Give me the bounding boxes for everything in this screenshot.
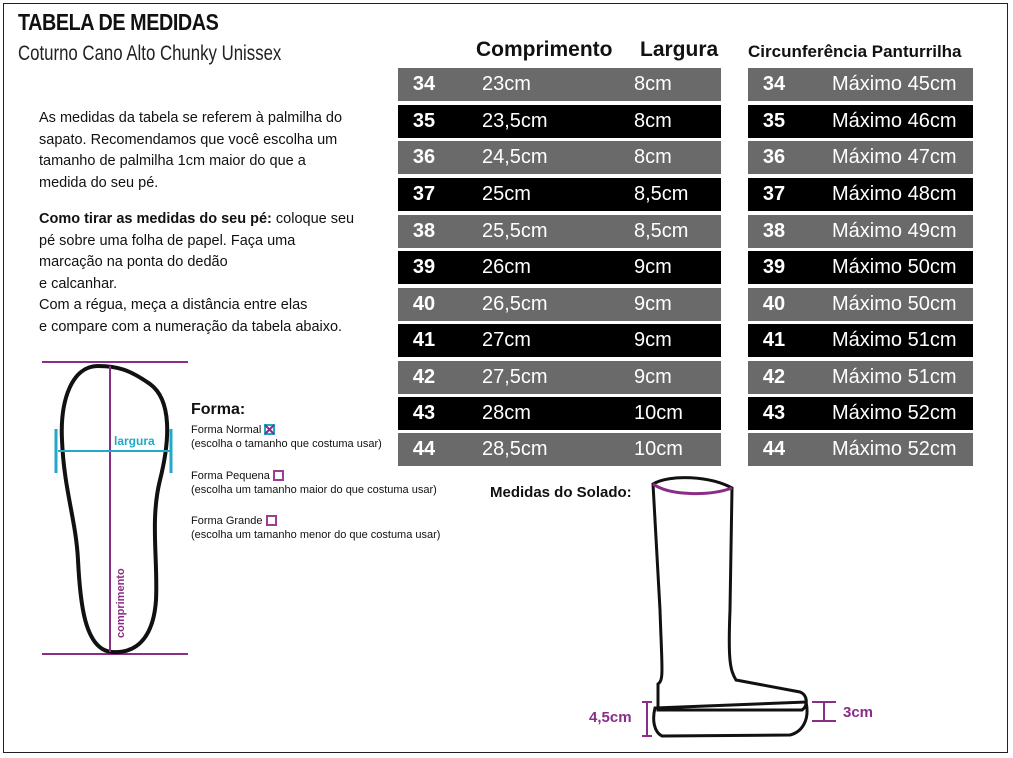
forma-title: Forma: [191,401,246,418]
table-row [748,215,973,248]
forma-pequena-desc: (escolha um tamanho maior do que costuma usar) [191,484,437,496]
circ-cell: Máximo 49cm [832,220,957,242]
size-cell: 40 [762,293,786,315]
size-cell: 39 [762,256,786,278]
size-cell: 39 [412,256,436,278]
largura-cell: 9cm [634,256,672,278]
col-header-largura: Largura [640,38,719,61]
comprimento-cell: 25cm [482,183,531,205]
table-row [748,324,973,357]
forma-normal-desc: (escolha o tamanho que costuma usar) [191,438,382,450]
foot-diagram [0,0,400,680]
table-row [398,68,721,101]
intro-line: tamanho de palmilha 1cm maior do que a [39,153,306,169]
table-row [398,141,721,174]
circ-cell: Máximo 52cm [832,402,957,424]
size-cell: 35 [412,110,436,132]
forma-grande-label: Forma Grande [191,515,263,527]
comprimento-cell: 28,5cm [482,438,548,460]
size-cell: 44 [762,438,786,460]
size-cell: 34 [412,73,436,95]
x-mark-icon [264,424,275,435]
circ-cell: Máximo 51cm [832,329,957,351]
size-cell: 41 [762,329,786,351]
table-row [748,251,973,284]
size-cell: 41 [412,329,436,351]
comprimento-cell: 26,5cm [482,293,548,315]
circ-cell: Máximo 52cm [832,438,957,460]
circ-cell: Máximo 50cm [832,293,957,315]
boot-sole [654,702,807,736]
page-subtitle: Coturno Cano Alto Chunky Unissex [18,42,282,65]
size-cell: 37 [762,183,786,205]
table-row [748,397,973,430]
page-title: TABELA DE MEDIDAS [18,9,219,35]
size-cell: 40 [412,293,436,315]
table-row [398,105,721,138]
forma-grande-desc: (escolha um tamanho menor do que costuma usar) [191,529,441,541]
comprimento-cell: 23,5cm [482,110,548,132]
forma-pequena-option [191,469,437,497]
largura-cell: 8cm [634,73,672,95]
table-row [398,215,721,248]
comprimento-cell: 28cm [482,402,531,424]
boot-diagram [580,470,880,750]
size-cell: 44 [412,438,436,460]
size-cell: 36 [412,146,436,168]
boot-opening [653,484,732,494]
largura-cell: 9cm [634,329,672,351]
instructions-first-rest: coloque seu [271,211,355,227]
instructions-line: e compare com a numeração da tabela abaixo. [39,318,343,335]
table-row [748,433,973,466]
table-row [398,288,721,321]
circ-cell: Máximo 47cm [832,146,957,168]
table-row [748,288,973,321]
table-row [398,361,721,394]
largura-cell: 8,5cm [634,220,689,242]
largura-cell: 9cm [634,293,672,315]
largura-cell: 10cm [634,402,683,424]
solado-title: Medidas do Solado: [490,484,632,501]
instructions-line: marcação na ponta do dedão [39,254,228,270]
comprimento-cell: 27cm [482,329,531,351]
size-cell: 43 [412,402,436,424]
table-row [398,324,721,357]
largura-cell: 8cm [634,110,672,132]
empty-checkbox-icon [273,470,284,481]
comprimento-cell: 25,5cm [482,220,548,242]
forma-grande-option [191,514,440,542]
size-cell: 38 [762,220,786,242]
forma-pequena-label: Forma Pequena [191,470,270,482]
circ-cell: Máximo 48cm [832,183,957,205]
table-row [748,178,973,211]
size-cell: 34 [762,73,786,95]
instructions-line: Com a régua, meça a distância entre elas [39,297,308,313]
table-row [748,361,973,394]
circ-cell: Máximo 51cm [832,366,957,388]
table-row [398,178,721,211]
table-row [398,397,721,430]
heel-height-label: 4,5cm [589,709,632,726]
largura-cell: 10cm [634,438,683,460]
size-cell: 38 [412,220,436,242]
size-cell: 36 [762,146,786,168]
intro-line: As medidas da tabela se referem à palmilha do [39,110,343,126]
size-cell: 35 [762,110,786,132]
circ-cell: Máximo 50cm [832,256,957,278]
empty-checkbox-icon [266,515,277,526]
table-row [748,141,973,174]
col-header-comprimento: Comprimento [476,38,613,61]
intro-line: sapato. Recomendamos que você escolha um [39,131,338,148]
comprimento-cell: 23cm [482,73,531,95]
instructions-line: e calcanhar. [39,275,118,292]
largura-cell: 9cm [634,366,672,388]
instructions-bold: Como tirar as medidas do seu pé: [39,211,272,227]
comprimento-cell: 26cm [482,256,531,278]
largura-label: largura [114,434,155,448]
instructions-line: pé sobre uma folha de papel. Faça uma [39,232,296,249]
largura-cell: 8,5cm [634,183,689,205]
circ-cell: Máximo 45cm [832,73,957,95]
col-header-circunferencia: Circunferência Panturrilha [748,42,962,61]
size-cell: 43 [762,402,786,424]
table-row [398,433,721,466]
table-row [748,68,973,101]
sole-height-label: 3cm [843,704,874,721]
comprimento-cell: 27,5cm [482,366,548,388]
table-row [398,251,721,284]
boot-outline [653,478,806,710]
size-cell: 42 [412,366,436,388]
largura-cell: 8cm [634,146,672,168]
forma-normal-label: Forma Normal [191,424,262,436]
circ-cell: Máximo 46cm [832,110,957,132]
size-cell: 37 [412,183,436,205]
forma-normal-option [191,423,382,451]
table-row [748,105,973,138]
size-cell: 42 [762,366,786,388]
intro-line: medida do seu pé. [39,174,159,191]
comprimento-label: comprimento [115,568,127,638]
comprimento-cell: 24,5cm [482,146,548,168]
